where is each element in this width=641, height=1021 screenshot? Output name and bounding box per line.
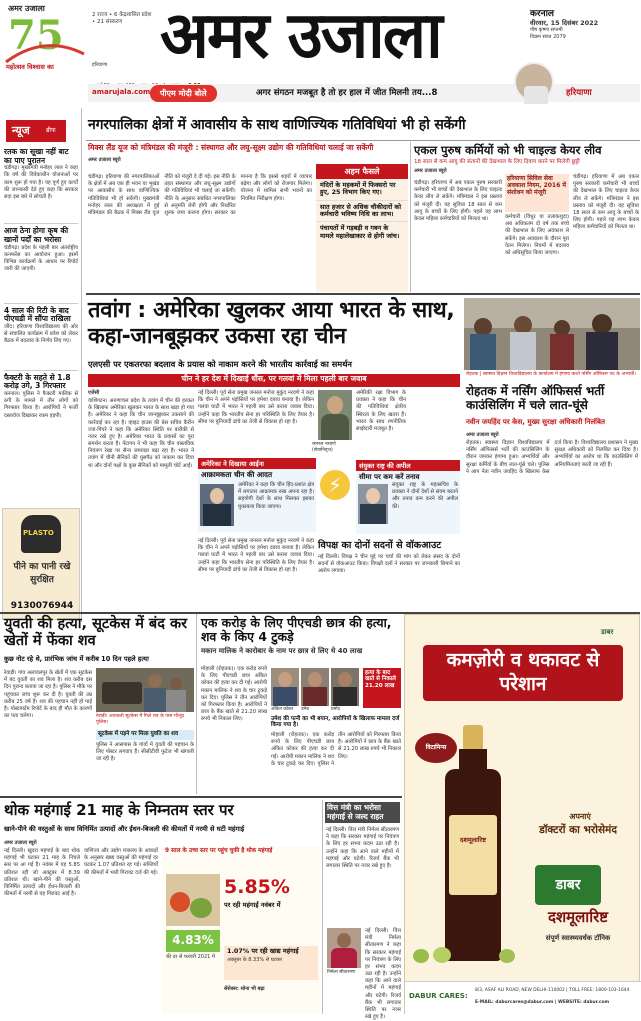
anniversary-logo <box>4 4 86 74</box>
story2-byline: अमर उजाला ब्यूरो <box>414 168 447 175</box>
main-body: वाशिंगटन। अरुणाचल प्रदेश के तवांग में चीन की हरकत के खिलाफ अमेरिका खुलकर भारत के साथ खड़ा हो गया है। अमेरिका ने कहा कि चीन जानबूझकर उकसाने की कार्रवाई कर रहा है। व्हाइट हाउस की प्रेस सचिव कैरीन ज्यां-पियरे ने कहा कि अमेरिका स्थिति पर बारीकी से नजर रखे हुए है। अमेरिका भारत के प्रयासों का पूरा समर्थन करता है। पेंटागन ने भी कहा कि चीन वास्तविक नियंत्रण रेखा पर सैन्य जमावड़ा बढ़ा रहा है। भारत ने तवांग में चीनी सैनिकों की घुसपैठ को नाकाम कर दिया था और दोनों पक्षों के कुछ सैनिकों को मामूली चोटें आईं। <box>88 398 194 469</box>
plasto-phone[interactable]: 9130076944 <box>10 601 74 611</box>
herbs-icon <box>413 945 523 965</box>
phd-box <box>363 668 401 708</box>
story1-subhead: मिक्स लैंड यूज को मंत्रिमंडल की मंजूरी : संस्थागत और लघु-सूक्ष्म उद्योग की गतिविधियां चलाई जा सकेंगी <box>88 143 374 152</box>
dabur-cares: DABUR CARES: <box>409 992 468 1000</box>
inflation-infographic <box>162 846 320 1014</box>
murder-photo <box>96 668 194 712</box>
inflation-footer-text: 1.07% पर रही खाद्य महंगाई <box>227 947 299 955</box>
brief-head: आज ठेना होगा कृष की खानों पर्दों का भरोसा <box>4 226 69 244</box>
inflation-byline: अमर उजाला ब्यूरो <box>4 840 37 846</box>
phd-subhead: मकान मालिक ने कारोबार के नाम पर छात्र से लिए थे 40 लाख <box>201 646 363 655</box>
plasto-brand: PLASTO <box>23 529 54 537</box>
brief-item <box>4 223 78 298</box>
parliament-headline: विपक्ष का दोनों सदनों से वॉकआउट <box>318 540 442 551</box>
us-box <box>198 458 316 532</box>
phd-name-2: उमेश <box>301 707 310 712</box>
plasto-ad <box>2 508 80 620</box>
big-label: पर रही महंगाई नवंबर में <box>224 901 281 909</box>
story1-body: चंडीगढ़। हरियाणा की नगरपालिकाओं के क्षेत्रों में अब एक ही भवन या भूखंड पर आवासीय के साथ वाणिज्यिक गतिविधियां भी हो सकेंगी। मुख्यमंत्री मनोहर लाल की अध्यक्षता में हुई मंत्रिमंडल की बैठक में मिक्स लैंड यूज नीति को मंजूरी दे दी गई। इस नीति के तहत संस्थागत और लघु-सूक्ष्म उद्योगों की गतिविधियां भी चलाई जा सकेंगी। नीति के अनुसार संबंधित नगरपालिका से अनुमति लेनी होगी और निर्धारित शुल्क जमा कराना होगा। सरकार का मानना है कि इससे शहरों में व्यापार बढ़ेगा और लोगों को रोजगार मिलेगा। योजना में शामिल सभी भवनों का नियमित निरीक्षण होगा। <box>88 174 312 216</box>
masthead <box>0 0 640 108</box>
brief-body: चंडीगढ़। मुख्यमंत्री मनोहर लाल ने कहा कि वर्ष की विवेकाधीन योजनाओं पर काम शुरू हो गया है। यह पूर्ण हुए कार्यों की जानकारी देते हुए कहा कि सरकार सदा इस बारे में सोचती है। <box>4 165 78 200</box>
rohtak-subhead: नवीन जयहिंद पर केस, मुख्य सुरक्षा अधिकारी निलंबित <box>466 418 605 426</box>
ad-tagline: संपूर्ण स्वास्थ्यवर्धक टॉनिक <box>545 934 611 942</box>
panchang: पौष कृष्णा सप्तमी <box>530 27 563 34</box>
left-column <box>0 108 82 622</box>
anniversary-tagline: महोत्सव विश्वास का <box>6 63 54 71</box>
small-value-box <box>166 930 220 952</box>
ad-trust-small: अपनाएं <box>569 812 591 821</box>
brief-item <box>4 370 78 427</box>
story-child-care-leave <box>410 142 640 292</box>
phd-name-3: प्रमोद <box>331 707 340 712</box>
market-photo <box>166 874 220 926</box>
brief-head: 4 साल की रिटी के बाद पीएचडी में सौंपा राखिला <box>4 305 71 324</box>
main-col2-body: नई दिल्ली। पूर्व सेना प्रमुख जनरल मनोज मुकुंद नरवणे ने कहा कि चीन ने अपने पड़ोसियों पर हमेशा दबाव बनाया है। लेकिन गलवां घाटी में भारत ने पहली बार उसे करारा जवाब दिया। उन्होंने कहा कि भारतीय सेना हर परिस्थिति के लिए तैयार है। सीमा पर बुनियादी ढांचे का तेजी से विकास हो रहा है। <box>198 390 314 425</box>
inflation-more: सेंसेक्स: सोना भी बढ़ा <box>224 986 265 992</box>
finmin-body: नई दिल्ली। वित्त मंत्री निर्मला सीतारमण ने कहा कि सरकार महंगाई पर नियंत्रण के लिए हर संभव कदम उठा रही है। उन्होंने कहा कि आने वाले महीनों में महंगाई और घटेगी। रिजर्व बैंक भी लगातार स्थिति पर नजर रखे हुए है। <box>326 827 399 869</box>
editions-info: 2 राज्य • 6 केंद्रशासित प्रदेश • 21 संस्करण <box>92 12 152 26</box>
decision-item: मंदिरों के महकमों में फिक्सरो पर हुए, 25 विभाग किए गए। <box>320 181 396 197</box>
inflation-body: नई दिल्ली। खुदरा महंगाई के बाद थोक महंगाई भी घटकर 21 माह के निचले स्तर पर आ गई है। नवंबर में यह 5.85 प्रतिशत रही जो अक्टूबर में 8.39 प्रतिशत थी। खाने-पीने की वस्तुओं, विनिर्मित उत्पादों और ईंधन-बिजली की कीमतों में नरमी से यह गिरावट आई है। <box>4 848 80 898</box>
murder-photo-caption: रेवाड़ी। अधजली सूटकेस में मिले शव के पास मौजूद पुलिस। <box>96 714 185 726</box>
brief-item <box>4 303 78 366</box>
rohtak-body: रोहतक। स्वास्थ्य विज्ञान विश्वविद्यालय में नर्सिंग ऑफिसर्स भर्ती की काउंसिलिंग के दौरान जमकर हंगामा हुआ। अभ्यर्थियों और सुरक्षा कर्मियों के बीच लात-घूंसे चले। पुलिस ने आप नेता नवीन जयहिंद के खिलाफ केस दर्ज किया है। विश्वविद्यालय प्रशासन ने मुख्य सुरक्षा अधिकारी को निलंबित कर दिया है। अभ्यर्थियों का आरोप था कि काउंसिलिंग में अनियमितताएं बरती जा रही हैं। <box>466 440 638 475</box>
un-box-body: संयुक्त राष्ट्र के महासचिव के प्रवक्ता ने दोनों देशों से संयम बरतने और तनाव कम करने की अपील की। <box>392 482 458 510</box>
ad-headline-box <box>423 645 623 701</box>
ad-address: 8/3, ASAF ALI ROAD, NEW DELHI-110002 | TOLL FREE: 1800-103-1644 <box>475 988 630 993</box>
phd-story <box>196 614 402 794</box>
story2-body-cont: चंडीगढ़। हरियाणा में अब एकल पुरुष सरकारी कर्मचारी भी बच्चों की देखभाल के लिए चाइल्ड केयर लीव ले सकेंगे। मंत्रिमंडल ने इस प्रस्ताव को मंजूरी दी। यह सुविधा 18 साल से कम आयु के बच्चों के लिए होगी। पहले यह लाभ केवल महिला कर्मचारियों को मिलता था। <box>573 174 639 231</box>
un-official-photo <box>358 484 388 524</box>
leave-rule-box <box>505 174 569 212</box>
dabur-logo-block <box>535 865 601 905</box>
main-byline: एजेंसी <box>88 390 100 396</box>
murder-inner-box-text: सूटकेस में पड़ने पर मिला युवति का शव <box>98 731 179 737</box>
rohtak-photo <box>464 298 640 370</box>
strip-quote: अगर संगठन मजबूत है तो हर हाल में जीत मिलनी तय...8 <box>256 88 438 98</box>
finmin-story <box>322 800 402 1021</box>
decision-item: सात हजार से अधिक चौकीदारों को कर्मचारी भविष्य निधि का लाभ। <box>316 200 408 222</box>
us-box-title: अमेरिका ने दिखाया आईना <box>198 458 316 469</box>
brief-item <box>4 148 78 219</box>
bottle-label: दशमूलारिष्ट <box>460 836 486 844</box>
phd-caption: उमेश की पत्नी का भी बयान, आरोपियों के खिलाफ मामला दर्ज किया गया है। <box>271 716 400 729</box>
brief-head: फैक्टरी के सहते से 1.8 करोड़ उगे, 3 गिरफ्तार <box>4 372 71 391</box>
leave-rule-body: कर्मचारी (विधुर या तलाकशुदा) अब अधिकतम दो वर्ष तक बच्चे की देखभाल के लिए अवकाश ले सकेंगे। इस अवकाश के दौरान पूरा वेतन मिलेगा। नियमों में बदलाव को अधिसूचित किया जाएगा। <box>505 214 569 256</box>
ad-badge-text: विटामिन्स <box>425 744 447 751</box>
samvat: विक्रम संवत 2079 <box>530 33 566 40</box>
edition-label: हरियाणा <box>92 62 108 68</box>
un-box-head: सीमा पर कम करें तनाव <box>359 473 420 481</box>
finmin-headline-box <box>325 802 400 823</box>
header-strip <box>88 84 640 102</box>
news-brief-sub: ब्रीफ <box>46 127 56 134</box>
dabur-top-logo <box>601 619 613 638</box>
finmin-photo <box>327 928 361 968</box>
inflation-chart-title: 9 साल के उच्च स्तर पर पहुंच चुकी है थोक महंगाई <box>165 848 273 854</box>
us-box-head: आक्रामकता चीन की आदत <box>201 470 273 479</box>
murder-body2: पुलिस ने आसपास के गांवों में युवती की पहचान के लिए पोस्टर लगवाए हैं। सीसीटीवी फुटेज भी खंगाली जा रही है। <box>96 742 194 763</box>
dabur-ad <box>404 614 640 1014</box>
news-brief-label: न्यूज <box>12 124 30 137</box>
big-value: 5.85% <box>224 876 290 898</box>
dabur-logo-text: डाबर <box>555 877 581 893</box>
story1-byline: अमर उजाला ब्यूरो <box>88 156 121 163</box>
lightning-icon: ⚡ <box>320 470 350 500</box>
date: वीरवार, 15 दिसंबर 2022 <box>530 19 599 27</box>
brief-body: चंडीगढ़। प्रदेश के पहली बार अंतर्राष्ट्रीय कनफरेंस का आयोजन हुआ। इसमें विभिन्न कार्यक्रमों के आधार पर रिपोर्ट जारी की जाएगी। <box>4 244 78 273</box>
phd-body-cont: मोहाली (रोहतक)। एक करोड़ रुपये के लिए पीएचडी छात्र अंकित कोकर की हत्या कर दी गई। आरोपी मकान मालिक ने शव के चार टुकड़े कर दिए। पुलिस ने तीन आरोपियों को गिरफ्तार किया है। आरोपियों ने छात्र के बैंक खाते से 21.20 लाख रुपये भी निकाल लिए। <box>271 732 401 767</box>
city: करनाल <box>530 9 555 19</box>
small-value: 4.83% <box>172 933 214 947</box>
website-link[interactable]: amarujala.com <box>92 88 151 96</box>
ad-headline: कमज़ोरी व थकावट से परेशान <box>446 649 600 695</box>
story2-body: चंडीगढ़। हरियाणा में अब एकल पुरुष सरकारी कर्मचारी भी बच्चों की देखभाल के लिए चाइल्ड केयर लीव ले सकेंगे। मंत्रिमंडल ने इस प्रस्ताव को मंजूरी दी। यह सुविधा 18 साल से कम आयु के बच्चों के लिए होगी। पहले यह लाभ केवल महिला कर्मचारियों को मिलता था। <box>414 180 502 222</box>
inflation-body2: वाणिज्य और उद्योग मंत्रालय के आंकड़ों के अनुसार खाद्य वस्तुओं की महंगाई दर घटकर 1.07 प्रतिशत रह गई। सब्जियों की कीमतों में भारी गिरावट दर्ज की गई। <box>84 848 158 876</box>
murder-headline: युवती की हत्या, सूटकेस में बंद कर खेतों में फेंका शव <box>4 616 188 649</box>
phd-body: मोहाली (रोहतक)। एक करोड़ रुपये के लिए पीएचडी छात्र अंकित कोकर की हत्या कर दी गई। आरोपी मकान मालिक ने शव के चार टुकड़े कर दिए। पुलिस ने तीन आरोपियों को गिरफ्तार किया है। आरोपियों ने छात्र के बैंक खाते से 21.20 लाख रुपये भी निकाल लिए। <box>201 666 267 723</box>
brief-list <box>4 148 78 427</box>
ad-trust-big: डॉक्टरों का भरोसेमंद <box>539 824 617 836</box>
decisions-box <box>316 164 408 292</box>
plasto-tagline: पीने का पानी रखे सुरक्षित <box>13 562 71 585</box>
us-box-body: अमेरिका ने कहा कि चीन हिंद-प्रशांत क्षेत्र में लगातार आक्रामक रुख अपना रहा है। सहयोगी देशों के साथ मिलकर इसका मुकाबला किया जाएगा। <box>238 482 314 510</box>
un-box-title: संयुक्त राष्ट्र की अपील <box>356 460 460 471</box>
brief-body: करनाल। पुलिस ने फैक्टरी मालिक से ठगी के मामले में तीन लोगों को गिरफ्तार किया है। आरोपियों ने फर्जी दस्तावेज दिखाकर रकम हड़पी। <box>4 391 78 419</box>
main-kicker <box>88 374 460 387</box>
story2-headline: एकल पुरुष कर्मियों को भी चाइल्ड केयर लीव <box>414 143 602 157</box>
strip-region: हरियाणा <box>566 88 592 98</box>
phd-accused2-photo <box>331 668 359 706</box>
anniversary-ribbon-icon <box>4 34 86 64</box>
us-official-photo <box>200 484 234 526</box>
brief-head: रतक का सूखा नहीं बाट का पाए पुरातन <box>4 147 69 165</box>
ad-email-web: E-MAIL: daburcares@dabur.com | WEBSITE: dabur.com <box>475 1000 610 1005</box>
story2-subhead: 18 साल से कम आयु की संतानों की देखभाल के लिए दिवाय करने पर मिलेगी छुट्टी <box>414 159 580 166</box>
ad-brand: दशमूलारिष्ट <box>548 908 608 926</box>
murder-subhead: कुछ नोट रहे थे, प्रारंभिक जांच में करीब 10 दिन पहले हत्या <box>4 655 149 663</box>
phd-box-text: हत्या के बाद खाते से निकाले 21.20 लाख <box>365 670 396 689</box>
un-box <box>356 460 460 534</box>
rohtak-headline: रोहतक में नर्सिंग ऑफिसर्स भर्ती काउंसिलिंग में चले लात-घूंसे <box>466 384 605 412</box>
strip-pill: पीएम मोदी बोले <box>150 85 217 102</box>
main-kicker-text: चीन ने हर देश में दिखाई धौंस, पर गलवां में मिला पहली बार जवाब <box>181 374 367 383</box>
finmin-body-cont: नई दिल्ली। वित्त मंत्री निर्मला सीतारमण ने कहा कि सरकार महंगाई पर नियंत्रण के लिए हर संभव कदम उठा रही है। उन्होंने कहा कि आने वाले महीनों में महंगाई और घटेगी। रिजर्व बैंक भी लगातार स्थिति पर नजर रखे हुए है। <box>365 928 401 1021</box>
phd-name-1: अंकित कोकर <box>271 707 294 712</box>
main-headline: तवांग : अमेरिका खुलकर आया भारत के साथ, कहा-जानबूझकर उकसा रहा चीन <box>88 298 455 350</box>
finmin-headline: वित्त मंत्री का भरोसा महंगाई से जल्द राहत <box>327 803 384 821</box>
finmin-caption: निर्मला सीतारमण <box>327 970 356 975</box>
modi-photo <box>514 62 554 102</box>
phd-accused1-photo <box>301 668 329 706</box>
narwane-photo <box>318 390 352 440</box>
story-mixed-land-use <box>86 142 408 292</box>
decisions-title: अहम फैसले <box>316 164 408 179</box>
dabur-bottle <box>445 725 501 961</box>
masthead-title: अमर उजाला <box>160 0 441 73</box>
masthead-dateblock <box>530 6 634 40</box>
small-label: की दर से फरवरी 2021 में <box>166 954 215 960</box>
inflation-headline: थोक महंगाई 21 माह के निम्नतम स्तर पर <box>4 801 234 819</box>
inflation-footer <box>224 946 318 980</box>
main-col3-body: अमेरिकी रक्षा विभाग के प्रवक्ता ने कहा कि चीन की गतिविधियां क्षेत्रीय स्थिरता के लिए खतरा हैं। भारत के साथ रणनीतिक साझेदारी मजबूत है। <box>356 390 406 432</box>
rohtak-photo-caption: रोहतक | स्वास्थ्य विज्ञान विश्वविद्यालय के कार्यालय में हंगामा करते नर्सिंग ऑफिसर पद के अभ्यर्थी। <box>466 372 636 377</box>
narwane-caption: जनरल नरवणे (सेवानिवृत्त) <box>312 442 336 454</box>
murder-inner-box <box>96 730 194 740</box>
inflation-subhead: खाने-पीने की वस्तुओं के साथ विनिर्मित उत्पादों और ईंधन-बिजली की कीमतों में नरमी से घटी महंगाई <box>4 825 245 833</box>
anniversary-number: 75 <box>8 12 64 59</box>
dabur-top-logo-text: डाबर <box>601 628 614 636</box>
phd-victim-photo <box>271 668 299 706</box>
brand-small: अमर उजाला <box>8 4 45 13</box>
news-brief-badge <box>6 120 66 142</box>
leave-rule-head: हरियाणा सिविल सेवा अवकाश नियम, 2016 में संशोधन को मंजूरी <box>507 175 566 196</box>
main-body-cont: नई दिल्ली। पूर्व सेना प्रमुख जनरल मनोज मुकुंद नरवणे ने कहा कि चीन ने अपने पड़ोसियों पर हमेशा दबाव बनाया है। लेकिन गलवां घाटी में भारत ने पहली बार उसे करारा जवाब दिया। उन्होंने कहा कि भारतीय सेना हर परिस्थिति के लिए तैयार है। सीमा पर बुनियादी ढांचे का तेजी से विकास हो रहा है। <box>198 538 314 573</box>
inflation-footer2: अक्तूबर के 8.33% से घटकर <box>227 957 283 964</box>
top-banner-headline: नगरपालिका क्षेत्रों में आवासीय के साथ वाणिज्यिक गतिविधियां भी हो सकेंगी <box>88 117 466 133</box>
ad-footer <box>405 981 641 1015</box>
murder-body: रेवाड़ी। गांव अलावलपुर के खेतों में एक सूटकेस में बंद युवती का शव मिला है। शव करीब दस दिन पुराना बताया जा रहा है। पुलिस ने मौके पर पहुंचकर जांच शुरू कर दी है। युवती की उम्र करीब 25 वर्ष है। शव की पहचान नहीं हो पाई है। पोस्टमार्टम रिपोर्ट के बाद ही मौत के कारणों का पता चलेगा। <box>4 670 92 720</box>
parliament-body: नई दिल्ली। विपक्ष ने चीन मुद्दे पर चर्चा की मांग को लेकर संसद के दोनों सदनों से वॉकआउट किया। विपक्षी दलों ने सरकार पर जानकारी छिपाने का आरोप लगाया। <box>318 554 460 575</box>
main-subhead: एलएसी पर एकतरफा बदलाव के प्रयास को नाकाम करने की भारतीय कार्रवाई का समर्थन <box>88 359 352 369</box>
brief-body: जींद। हरियाणा विश्वविद्यालय की ओर से संचालित कार्यक्रम में प्रवेश को लेकर बैठक में बदलाव के निर्णय लिए गए। <box>4 323 78 345</box>
phd-headline: एक करोड़ के लिए पीएचडी छात्र की हत्या, शव के किए 4 टुकड़े <box>201 615 392 645</box>
rohtak-byline: अमर उजाला ब्यूरो <box>466 432 499 438</box>
decision-item: पंचायतों में गड़बड़ी व गबन के मामले महालेखाकार से होगी जांच। <box>316 221 408 243</box>
